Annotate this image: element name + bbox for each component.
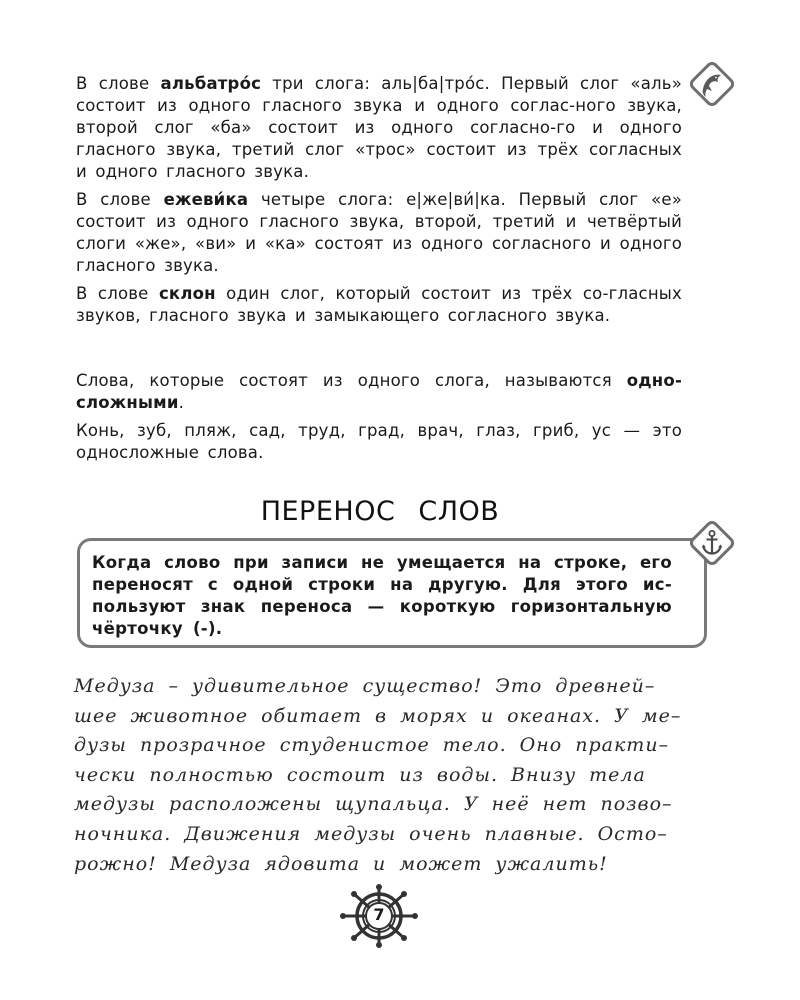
- paragraph-text: Слова, которые состоят из одного слога, называются: [76, 371, 627, 390]
- rule-text: Когда слово при записи не умещается на строке, его переносят с одной строки на другую. Для этого ис-пользуют знак переноса — короткую горизонтальную чёрточку (-).: [92, 553, 672, 638]
- section-title: ПЕРЕНОС СЛОВ: [260, 496, 500, 527]
- paragraph-text: один слог, который состоит из трёх со-гласных звуков, гласного звука и замыкающего согласного звука.: [76, 284, 682, 325]
- paragraph-definition: [76, 370, 682, 414]
- handwriting-line: дузы прозрачное студенистое тело. Оно практи–: [74, 734, 670, 757]
- paragraph-text: В слове: [76, 190, 164, 209]
- handwriting-line: ночника. Движения медузы очень плавные. Осто–: [74, 822, 668, 845]
- paragraph-examples: [76, 420, 682, 464]
- anchor-icon: [683, 514, 741, 572]
- paragraph-text: четыре слога: е|же|ви́|ка. Первый слог «е» состоит из одного гласного звука, второй, третий и четвёртый слоги «же», «ви» и «ка» состоят из одного согласного и одного гласного звука.: [76, 190, 683, 275]
- handwriting-line: шее животное обитает в морях и океанах. У ме–: [74, 704, 682, 727]
- paragraph-text: Конь, зуб, пляж, сад, труд, град, врач, глаз, гриб, ус — это односложные слова.: [76, 421, 682, 462]
- paragraph-sklon: [76, 283, 682, 327]
- key-term: одно-сложными: [76, 371, 682, 412]
- page-number: 7: [373, 905, 385, 924]
- paragraph-ezhevika: [76, 189, 682, 277]
- paragraph-text: три слога: аль|ба|тро́с. Первый слог «аль» состоит из одного гласного звука и одного соглас-ного звука, второй слог «ба» состоит из одного согласно-го и одного гласного звука, третий слог «трос» состоит из трёх согласных и одного гласного звука.: [76, 74, 682, 181]
- handwritten-text: [74, 672, 694, 879]
- handwriting-line: рожно! Медуза ядовита и может ужалить!: [74, 852, 608, 875]
- handwriting-line: Медуза – удивительное существо! Это древней–: [74, 675, 656, 697]
- handwriting-line: медузы расположены щупальца. У неё нет позво–: [74, 793, 673, 816]
- paragraph-text: В слове: [76, 74, 161, 93]
- key-word: ежеви́ка: [163, 190, 249, 209]
- handwriting-line: чески полностью состоит из воды. Внизу тела: [74, 763, 646, 786]
- paragraph-text: .: [178, 393, 185, 412]
- dolphin-icon: [683, 55, 741, 113]
- key-word: склон: [158, 284, 216, 303]
- key-word: альбатро́с: [160, 74, 262, 93]
- paragraph-text: В слове: [76, 284, 159, 303]
- paragraph-albatross: [76, 73, 682, 183]
